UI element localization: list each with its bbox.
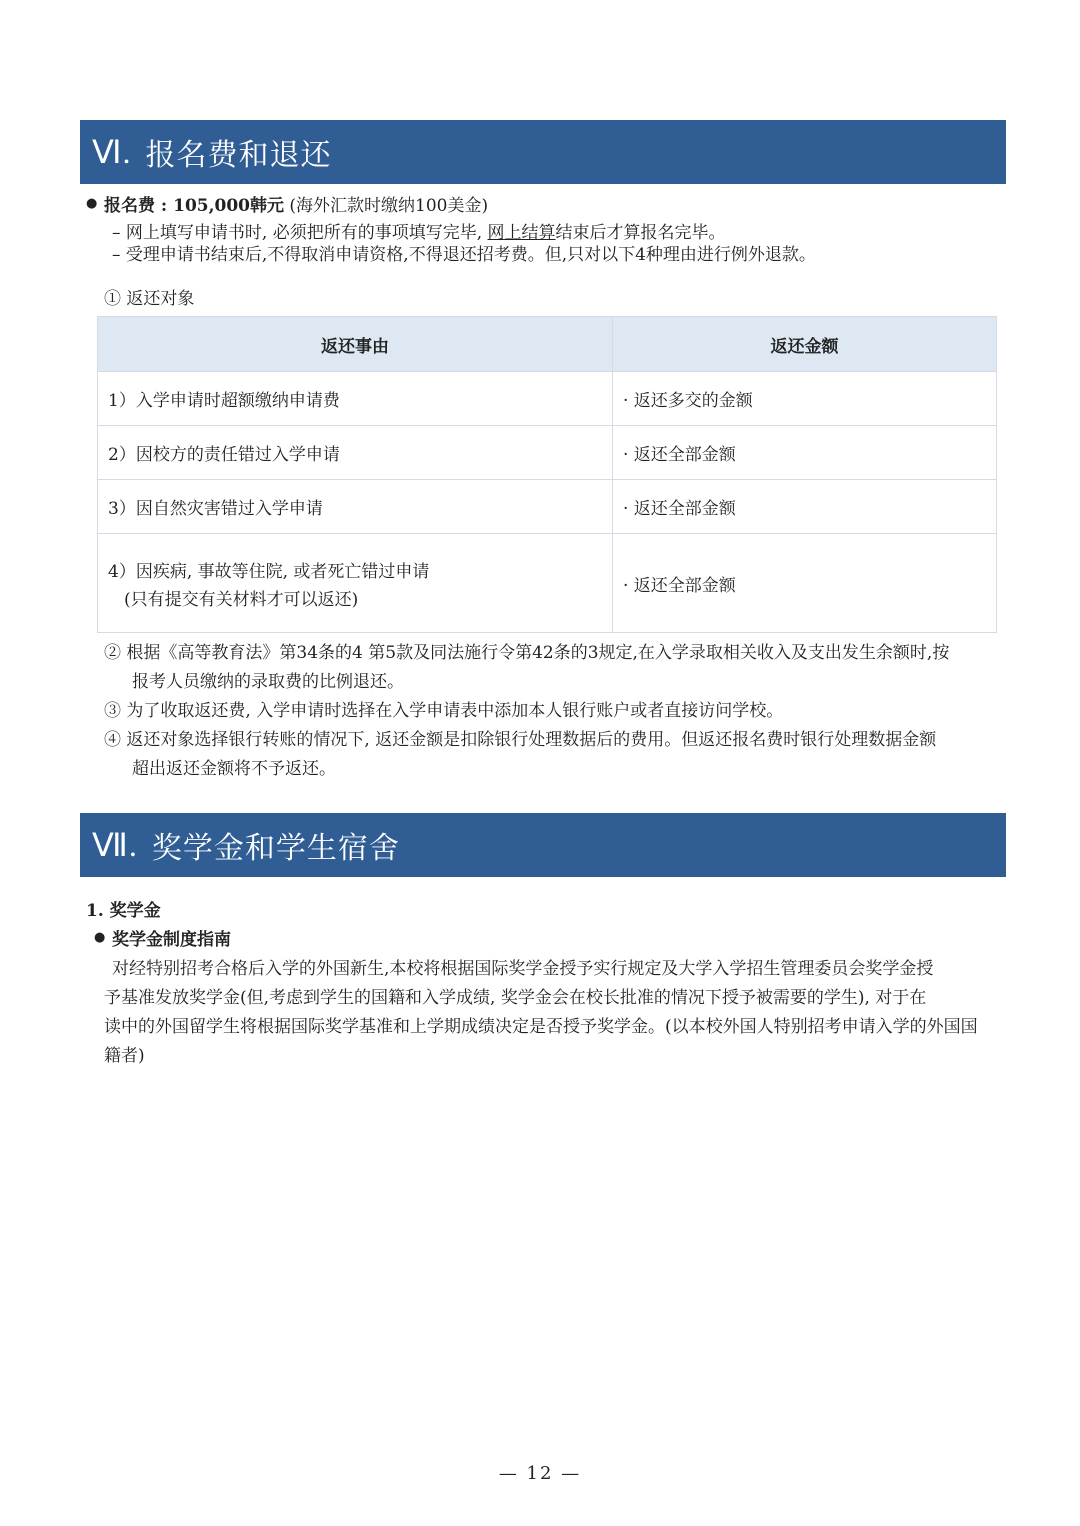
section-6-header	[80, 120, 1006, 184]
refund-table	[97, 316, 997, 633]
refund-target-heading: ① 返还对象	[104, 289, 195, 309]
fee-label: 报名费	[104, 196, 155, 216]
section-7-header	[80, 813, 1006, 877]
section-6-title: 报名费和退还	[145, 138, 332, 173]
reason-cell	[98, 534, 613, 633]
dash-line-1-text: – 网上填写申请书时, 必须把所有的事项填写完毕,	[112, 223, 488, 243]
table-row	[98, 372, 997, 426]
scholarship-guide-title: 奖学金制度指南	[112, 930, 231, 950]
section-7-number: Ⅶ.	[92, 827, 138, 863]
reason-main: 4）因疾病, 事故等住院, 或者死亡错过申请	[108, 561, 430, 582]
item-3: ③ 为了收取返还费, 入学申请时选择在入学申请表中添加本人银行账户或者直接访问学校。	[104, 701, 784, 721]
item-4-line-2: 超出返还金额将不予返还。	[132, 759, 336, 779]
scholarship-para-line-3: 读中的外国留学生将根据国际奖学基准和上学期成绩决定是否授予奖学金。(以本校外国人特别招考申请入学的外国国	[104, 1017, 978, 1037]
reason-cell: 1）入学申请时超额缴纳申请费	[98, 372, 613, 426]
amount-cell: · 返还全部金额	[613, 480, 997, 534]
reason-cell: 2）因校方的责任错过入学申请	[98, 426, 613, 480]
item-2-line-1: ② 根据《高等教育法》第34条的4 第5款及同法施行令第42条的3规定,在入学录取相关收入及支出发生余额时,按	[104, 643, 950, 663]
table-row	[98, 426, 997, 480]
scholarship-subheading: 1. 奖学金	[86, 901, 161, 921]
reason-note: (只有提交有关材料才可以返还)	[124, 589, 359, 610]
bullet-dot-icon: ●	[94, 930, 106, 945]
dash-line-1-tail: 结束后才算报名完毕。	[555, 223, 726, 243]
fee-separator: :	[155, 196, 174, 216]
table-row	[98, 534, 997, 633]
fee-amount: 105,000韩元	[173, 196, 285, 216]
online-payment-link: 网上结算	[487, 223, 556, 243]
section-6-number: Ⅵ.	[92, 134, 132, 170]
amount-cell: · 返还全部金额	[613, 534, 997, 633]
dash-line-2: – 受理申请书结束后,不得取消申请资格,不得退还招考费。但,只对以下4种理由进行例外退款。	[112, 245, 816, 265]
amount-cell: · 返还全部金额	[613, 426, 997, 480]
fee-note: (海外汇款时缴纳100美金)	[289, 196, 489, 216]
scholarship-para-line-2: 予基准发放奖学金(但,考虑到学生的国籍和入学成绩, 奖学金会在校长批准的情况下授予被需要的学生), 对于在	[104, 988, 927, 1008]
table-header-row	[98, 317, 997, 372]
section-7-title: 奖学金和学生宿舍	[151, 831, 400, 866]
reason-cell: 3）因自然灾害错过入学申请	[98, 480, 613, 534]
table-row	[98, 480, 997, 534]
bullet-dot-icon: ●	[86, 196, 98, 211]
header-amount: 返还金额	[613, 317, 997, 372]
amount-cell: · 返还多交的金额	[613, 372, 997, 426]
page-number: — 12 —	[498, 1463, 582, 1484]
header-reason: 返还事由	[98, 317, 613, 372]
item-2-line-2: 报考人员缴纳的录取费的比例退还。	[132, 672, 404, 692]
scholarship-para-line-4: 籍者)	[104, 1046, 145, 1066]
fee-line	[104, 191, 488, 216]
item-4-line-1: ④ 返还对象选择银行转账的情况下, 返还金额是扣除银行处理数据后的费用。但返还报名费时银行处理数据金额	[104, 730, 937, 750]
scholarship-para-line-1: 对经特别招考合格后入学的外国新生,本校将根据国际奖学金授予实行规定及大学入学招生管理委员会奖学金授	[112, 959, 934, 979]
